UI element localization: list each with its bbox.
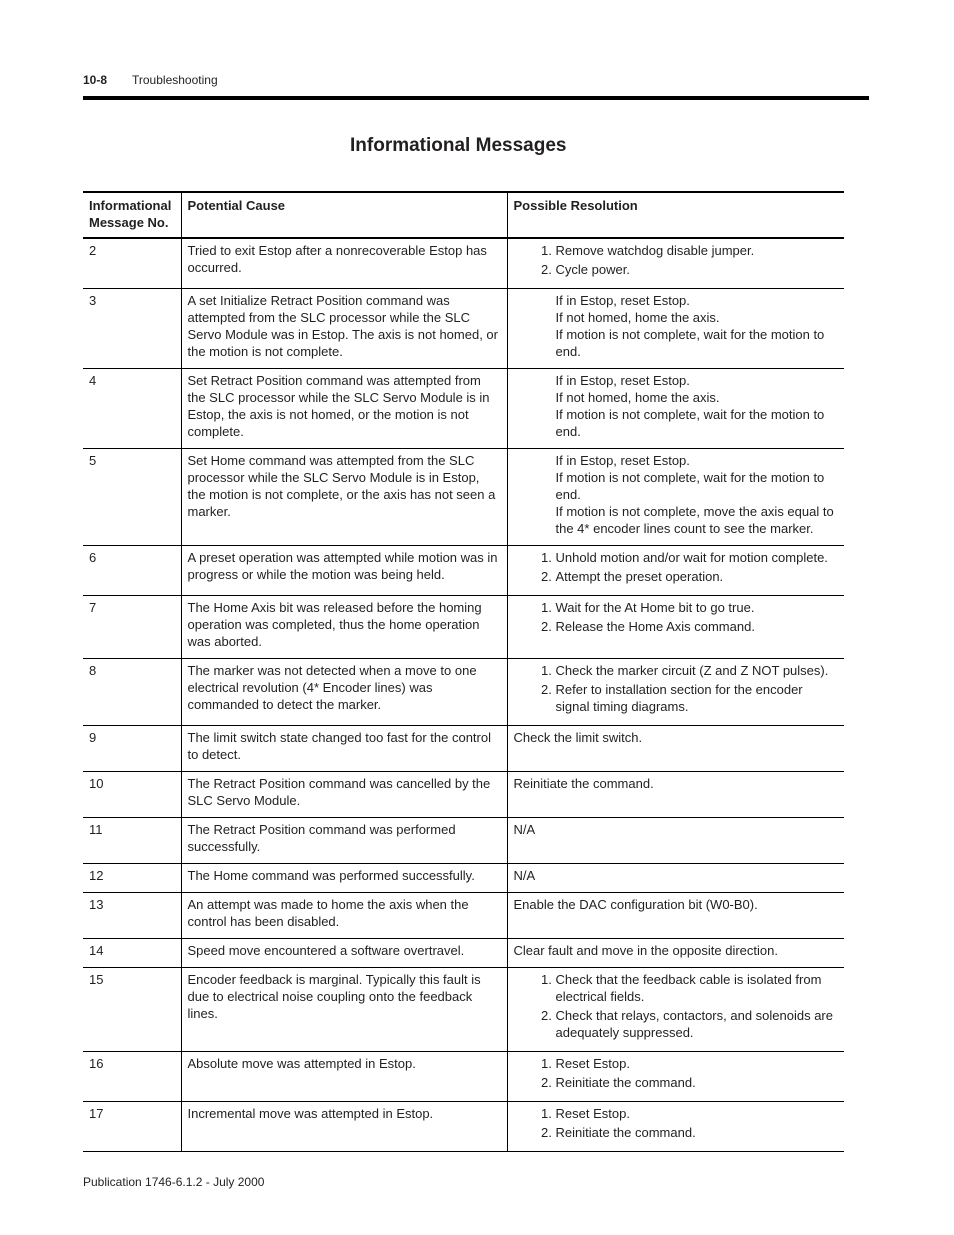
header-rule xyxy=(83,96,869,100)
message-number-cell: 10 xyxy=(89,776,104,791)
resolution-step: 2. Reinitiate the command. xyxy=(556,1124,839,1141)
resolution-steps xyxy=(514,1055,839,1091)
resolution-line: If motion is not complete, wait for the motion to end. xyxy=(555,407,825,439)
potential-cause-cell: Set Retract Position command was attempted from the SLC processor while the SLC Servo Module is in Estop, the axis is not homed, or the motion is not complete. xyxy=(181,369,507,449)
page-title: Informational Messages xyxy=(350,135,567,156)
potential-cause-cell: Absolute move was attempted in Estop. xyxy=(181,1052,507,1102)
resolution-line: Reinitiate the command. xyxy=(513,776,654,791)
message-number-cell: 12 xyxy=(89,868,104,883)
resolution-steps xyxy=(514,599,839,635)
table-row xyxy=(83,893,844,939)
possible-resolution-cell xyxy=(507,1102,844,1152)
column-header-message-no: Informational Message No. xyxy=(89,198,172,230)
potential-cause-cell: The limit switch state changed too fast for the control to detect. xyxy=(181,726,507,772)
table-row xyxy=(83,939,844,968)
table-header-row xyxy=(83,192,844,238)
publication-footer: Publication 1746-6.1.2 - July 2000 xyxy=(83,1175,265,1189)
resolution-line: N/A xyxy=(513,822,536,837)
resolution-line: Check the limit switch. xyxy=(513,730,643,745)
table-row xyxy=(83,772,844,818)
table-row xyxy=(83,369,844,449)
potential-cause-cell: Encoder feedback is marginal. Typically this fault is due to electrical noise coupling onto the feedback lines. xyxy=(181,968,507,1052)
possible-resolution-cell xyxy=(507,289,844,369)
possible-resolution-cell xyxy=(507,1052,844,1102)
resolution-step: 1. Reset Estop. xyxy=(556,1055,839,1072)
potential-cause-cell: Set Home command was attempted from the SLC processor while the SLC Servo Module is in Estop, the motion is not complete, or the axis has not seen a marker. xyxy=(181,449,507,546)
possible-resolution-cell xyxy=(507,939,844,968)
message-number-cell: 5 xyxy=(89,453,97,468)
table-row xyxy=(83,596,844,659)
resolution-step: 1. Check the marker circuit (Z and Z NOT pulses). xyxy=(556,662,839,679)
resolution-line: If in Estop, reset Estop. xyxy=(555,373,690,388)
possible-resolution-cell xyxy=(507,596,844,659)
possible-resolution-cell xyxy=(507,238,844,289)
message-number-cell: 14 xyxy=(89,943,104,958)
message-number-cell: 8 xyxy=(89,663,97,678)
resolution-line: If motion is not complete, wait for the motion to end. xyxy=(555,470,825,502)
message-number-cell: 6 xyxy=(89,550,97,565)
potential-cause-cell: The Home Axis bit was released before the homing operation was completed, thus the home operation was aborted. xyxy=(181,596,507,659)
message-number-cell: 9 xyxy=(89,730,97,745)
resolution-step: 1. Unhold motion and/or wait for motion complete. xyxy=(556,549,839,566)
table-row xyxy=(83,864,844,893)
resolution-step: 1. Check that the feedback cable is isolated from electrical fields. xyxy=(556,971,839,1005)
possible-resolution-cell xyxy=(507,864,844,893)
message-number-cell: 11 xyxy=(89,822,103,837)
potential-cause-cell: A preset operation was attempted while motion was in progress or while the motion was being held. xyxy=(181,546,507,596)
resolution-steps xyxy=(514,971,839,1041)
resolution-steps xyxy=(514,549,839,585)
section-name: Troubleshooting xyxy=(132,73,218,87)
possible-resolution-cell xyxy=(507,968,844,1052)
potential-cause-cell: Incremental move was attempted in Estop. xyxy=(181,1102,507,1152)
informational-messages-table xyxy=(83,191,844,1152)
resolution-line: If in Estop, reset Estop. xyxy=(555,453,690,468)
table-row xyxy=(83,1102,844,1152)
resolution-line: If not homed, home the axis. xyxy=(555,390,720,405)
running-header xyxy=(83,73,218,87)
message-number-cell: 15 xyxy=(89,972,104,987)
resolution-steps xyxy=(514,242,839,278)
potential-cause-cell: The marker was not detected when a move to one electrical revolution (4* Encoder lines) was commanded to detect the marker. xyxy=(181,659,507,726)
resolution-line: If in Estop, reset Estop. xyxy=(555,293,690,308)
potential-cause-cell: The Retract Position command was performed successfully. xyxy=(181,818,507,864)
potential-cause-cell: Tried to exit Estop after a nonrecoverable Estop has occurred. xyxy=(181,238,507,289)
resolution-line: If motion is not complete, wait for the motion to end. xyxy=(555,327,825,359)
possible-resolution-cell xyxy=(507,659,844,726)
possible-resolution-cell xyxy=(507,449,844,546)
resolution-step: 1. Remove watchdog disable jumper. xyxy=(556,242,839,259)
column-header-possible-resolution: Possible Resolution xyxy=(507,192,844,238)
possible-resolution-cell xyxy=(507,772,844,818)
resolution-line: If motion is not complete, move the axis equal to the 4* encoder lines count to see the marker. xyxy=(555,504,834,536)
resolution-step: 2. Release the Home Axis command. xyxy=(556,618,839,635)
possible-resolution-cell xyxy=(507,726,844,772)
resolution-step: 1. Reset Estop. xyxy=(556,1105,839,1122)
message-number-cell: 3 xyxy=(89,293,97,308)
message-number-cell: 4 xyxy=(89,373,97,388)
message-number-cell: 13 xyxy=(89,897,104,912)
table-row xyxy=(83,546,844,596)
resolution-step: 2. Check that relays, contactors, and solenoids are adequately suppressed. xyxy=(556,1007,839,1041)
message-number-cell: 2 xyxy=(89,243,97,258)
table-row xyxy=(83,289,844,369)
table-row xyxy=(83,1052,844,1102)
potential-cause-cell: A set Initialize Retract Position command was attempted from the SLC processor while the SLC Servo Module was in Estop. The axis is not homed, or the motion is not complete. xyxy=(181,289,507,369)
table-row xyxy=(83,968,844,1052)
possible-resolution-cell xyxy=(507,818,844,864)
table-row xyxy=(83,818,844,864)
table-row xyxy=(83,238,844,289)
resolution-line: Clear fault and move in the opposite direction. xyxy=(513,943,778,958)
possible-resolution-cell xyxy=(507,369,844,449)
resolution-line: Enable the DAC configuration bit (W0-B0). xyxy=(513,897,758,912)
resolution-step: 2. Reinitiate the command. xyxy=(556,1074,839,1091)
table-row xyxy=(83,659,844,726)
resolution-step: 2. Attempt the preset operation. xyxy=(556,568,839,585)
message-number-cell: 17 xyxy=(89,1106,104,1121)
resolution-line: If not homed, home the axis. xyxy=(555,310,720,325)
possible-resolution-cell xyxy=(507,546,844,596)
potential-cause-cell: The Retract Position command was cancelled by the SLC Servo Module. xyxy=(181,772,507,818)
resolution-steps xyxy=(514,662,839,715)
resolution-step: 2. Cycle power. xyxy=(556,261,839,278)
column-header-potential-cause: Potential Cause xyxy=(181,192,507,238)
table-row xyxy=(83,726,844,772)
potential-cause-cell: The Home command was performed successfully. xyxy=(181,864,507,893)
message-number-cell: 16 xyxy=(89,1056,104,1071)
resolution-steps xyxy=(514,1105,839,1141)
table-row xyxy=(83,449,844,546)
table-body xyxy=(83,238,844,1152)
potential-cause-cell: An attempt was made to home the axis when the control has been disabled. xyxy=(181,893,507,939)
resolution-step: 2. Refer to installation section for the encoder signal timing diagrams. xyxy=(556,681,839,715)
possible-resolution-cell xyxy=(507,893,844,939)
message-number-cell: 7 xyxy=(89,600,97,615)
page-number: 10-8 xyxy=(83,73,108,87)
resolution-line: N/A xyxy=(513,868,536,883)
potential-cause-cell: Speed move encountered a software overtravel. xyxy=(181,939,507,968)
resolution-step: 1. Wait for the At Home bit to go true. xyxy=(556,599,839,616)
